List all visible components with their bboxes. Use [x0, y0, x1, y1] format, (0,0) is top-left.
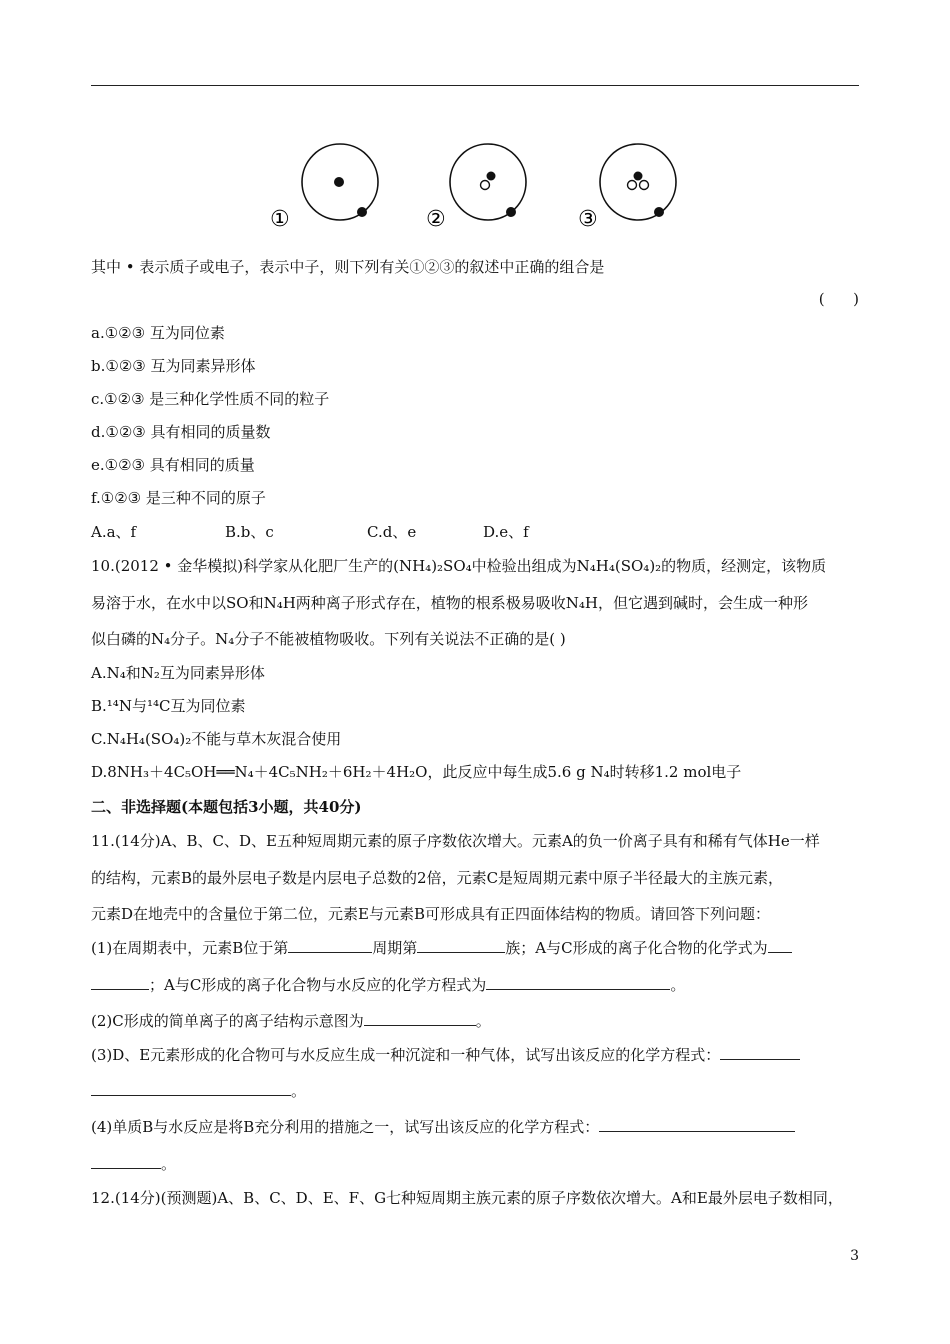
q11-line-2: 的结构，元素B的最外层电子数是内层电子总数的2倍，元素C是短周期元素中原子半径最大的主族元素， [91, 869, 784, 887]
q9-answer-bracket: ( ) [818, 290, 859, 308]
q10-line-3: 似白磷的N₄分子。N₄分子不能被植物吸收。下列有关说法不正确的是( ) [91, 630, 566, 648]
atom-3-diagram [600, 144, 676, 220]
q10-option-d: D.8NH₃＋4C₅OH══N₄＋4C₅NH₂＋6H₂＋4H₂O，此反应中每生成5.6 g N₄时转移1.2 mol电子 [91, 763, 742, 781]
q11-p1-text-e: 。 [670, 976, 686, 994]
q11-p4-blank[interactable] [599, 1117, 795, 1132]
q11-p4-blank-cont[interactable] [91, 1154, 161, 1169]
q9-statement-c: c.①②③ 是三种化学性质不同的粒子 [91, 390, 330, 408]
q11-part-3-line-1 [91, 1045, 800, 1065]
q9-statement-e: e.①②③ 具有相同的质量 [91, 456, 255, 474]
q11-p3-text-b: 。 [291, 1082, 307, 1100]
q11-p1-blank-period[interactable] [288, 938, 372, 953]
q11-p1-text-c: 族；A与C形成的离子化合物的化学式为 [505, 939, 768, 957]
q11-p1-blank-group[interactable] [417, 938, 505, 953]
page-number: 3 [850, 1248, 859, 1264]
q11-part-1-line-1 [91, 938, 792, 958]
q11-part-2 [91, 1011, 491, 1031]
q11-part-4-line-1 [91, 1117, 795, 1137]
q11-p1-blank-formula-cont[interactable] [91, 975, 149, 990]
atom-1-diagram [302, 144, 378, 220]
q10-line-1: 10.(2012 • 金华模拟)科学家从化肥厂生产的(NH₄)₂SO₄中检验出组成为N₄H₄(SO₄)₂的物质，经测定，该物质 [91, 557, 827, 575]
atom-1-label: ① [270, 207, 290, 232]
q10-option-a: A.N₄和N₂互为同素异形体 [91, 664, 265, 682]
q11-part-1-line-2 [91, 975, 685, 995]
q9-statement-b: b.①②③ 互为同素异形体 [91, 357, 256, 375]
q9-statement-a: a.①②③ 互为同位素 [91, 324, 225, 342]
q10-line-2: 易溶于水，在水中以SO和N₄H两种离子形式存在，植物的根系极易吸收N₄H，但它遇到碱时，会生成一种形 [91, 594, 809, 612]
q11-line-3: 元素D在地壳中的含量位于第二位，元素E与元素B可形成具有正四面体结构的物质。请回答下列问题： [91, 905, 771, 923]
q10-option-b: B.¹⁴N与¹⁴C互为同位素 [91, 697, 246, 715]
q12-line-1: 12.(14分)(预测题)A、B、C、D、E、F、G七种短周期主族元素的原子序数依次增大。A和E最外层电子数相同， [91, 1189, 843, 1207]
q11-p4-text-b: 。 [161, 1155, 177, 1173]
atom-2-label: ② [426, 207, 446, 232]
q11-p1-blank-formula[interactable] [768, 938, 792, 953]
q11-p4-text-a: (4)单质B与水反应是将B充分利用的措施之一，试写出该反应的化学方程式： [91, 1118, 600, 1136]
header-rule [91, 85, 859, 86]
atom-3-label: ③ [578, 207, 598, 232]
q11-p3-blank[interactable] [720, 1045, 800, 1060]
q11-p2-blank[interactable] [364, 1011, 476, 1026]
atom-2-diagram [450, 144, 526, 220]
q10-option-c: C.N₄H₄(SO₄)₂不能与草木灰混合使用 [91, 730, 342, 748]
q9-options [91, 522, 529, 542]
q11-p1-blank-equation[interactable] [486, 975, 670, 990]
q11-p3-text-a: (3)D、E元素形成的化合物可与水反应生成一种沉淀和一种气体，试写出该反应的化学方程式： [91, 1046, 721, 1064]
q11-part-4-line-2 [91, 1154, 176, 1174]
q11-p2-text-b: 。 [475, 1012, 491, 1030]
q11-line-1: 11.(14分)A、B、C、D、E五种短周期元素的原子序数依次增大。元素A的负一价离子具有和稀有气体He一样 [91, 832, 820, 850]
q11-p2-text-a: (2)C形成的简单离子的离子结构示意图为 [91, 1012, 364, 1030]
q9-statement-f: f.①②③ 是三种不同的原子 [91, 489, 266, 507]
section-2-title: 二、非选择题(本题包括3小题，共40分) [91, 798, 362, 816]
q9-statement-d: d.①②③ 具有相同的质量数 [91, 423, 271, 441]
q11-p1-text-b: 周期第 [372, 939, 418, 957]
q11-p3-blank-cont[interactable] [91, 1081, 291, 1096]
q11-part-3-line-2 [91, 1081, 306, 1101]
q9-option-a: A.a、f [91, 523, 137, 541]
q9-option-d: D.e、f [483, 523, 529, 541]
q11-p1-text-d: ；A与C形成的离子化合物与水反应的化学方程式为 [149, 976, 487, 994]
q9-stem: 其中 • 表示质子或电子，表示中子，则下列有关①②③的叙述中正确的组合是 [91, 258, 605, 276]
q11-p1-text-a: (1)在周期表中，元素B位于第 [91, 939, 289, 957]
q9-option-b: B.b、c [225, 523, 274, 541]
atom-figure [262, 138, 692, 234]
q9-option-c: C.d、e [367, 523, 417, 541]
